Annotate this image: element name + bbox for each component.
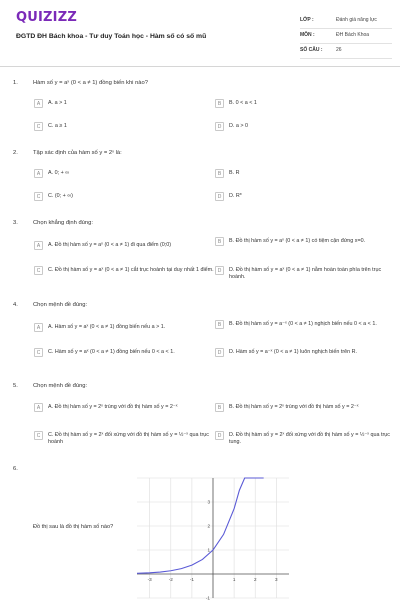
option-text: D. Đồ thị hàm số y = 2ˣ đối xứng với đồ thị hàm số y = ½⁻ˣ qua trục tung. (229, 432, 390, 445)
option-d[interactable] (215, 193, 390, 201)
option-letter: C (34, 122, 43, 131)
option-letter: A (34, 323, 43, 332)
option-b[interactable] (215, 170, 390, 178)
option-letter: C (34, 266, 43, 275)
question-text: Chọn mệnh đề đúng: (33, 383, 88, 389)
option-a[interactable] (34, 242, 214, 250)
meta-value: ĐH Bách Khoa (336, 32, 370, 38)
option-text: B. R (229, 170, 240, 176)
question-text: Chọn mệnh đề đúng: (33, 302, 88, 308)
meta-value: Đánh giá năng lực (336, 17, 377, 23)
question-number: 1. (13, 80, 18, 86)
y-tick-label: 3 (207, 499, 210, 505)
question-number: 2. (13, 150, 18, 156)
option-text: D. Đồ thị hàm số y = aˣ (0 < a ≠ 1) nằm hoàn toàn phía trên trục hoành. (229, 267, 382, 280)
option-d[interactable] (215, 123, 390, 131)
option-text: D. R* (229, 193, 242, 199)
option-text: C. (0; + ∞) (48, 193, 73, 199)
option-letter: B (215, 320, 224, 329)
option-letter: D (215, 192, 224, 201)
y-tick-label: 2 (207, 523, 210, 529)
y-tick-label: -1 (205, 595, 210, 600)
curve (137, 478, 264, 573)
question-number: 6. (13, 466, 18, 472)
option-b[interactable] (215, 100, 390, 108)
option-text: B. Đồ thị hàm số y = a⁻ˣ (0 < a ≠ 1) nghịch biến nếu 0 < a < 1. (229, 321, 377, 327)
option-letter: B (215, 403, 224, 412)
exponential-graph (133, 476, 293, 600)
option-c[interactable] (34, 267, 214, 275)
y-tick-label: 1 (207, 547, 210, 553)
option-text: C. Hàm số y = aˣ (0 < a ≠ 1) đồng biến nếu 0 < a < 1. (48, 349, 175, 355)
option-letter: C (34, 192, 43, 201)
meta-row-subject (300, 29, 392, 44)
meta-key: MÔN : (300, 32, 315, 38)
option-a[interactable] (34, 324, 214, 332)
option-text: D. Hàm số y = a⁻ˣ (0 < a ≠ 1) luôn nghịch biến trên R. (229, 349, 358, 355)
option-letter: A (34, 403, 43, 412)
option-c[interactable] (34, 123, 214, 131)
option-text: A. 0; + ∞ (48, 170, 70, 176)
question-text: Hàm số y = aˣ (0 < a ≠ 1) đồng biến khi nào? (33, 80, 148, 86)
option-letter: D (215, 431, 224, 440)
option-d[interactable] (215, 349, 390, 357)
option-letter: B (215, 99, 224, 108)
option-c[interactable] (34, 432, 214, 446)
quizizz-logo[interactable]: QUIZIZZ (16, 10, 77, 25)
option-text: A. Hàm số y = aˣ (0 < a ≠ 1) đồng biến nếu a > 1. (48, 324, 166, 330)
option-b[interactable] (215, 321, 390, 329)
option-a[interactable] (34, 404, 214, 412)
x-tick-label: -3 (147, 577, 152, 582)
meta-value: 26 (336, 47, 342, 53)
option-text: C. Đồ thị hàm số y = aˣ (0 < a ≠ 1) cắt trục hoành tại duy nhất 1 điểm. (48, 267, 214, 273)
meta-row-class (300, 14, 392, 29)
x-tick-label: -2 (168, 577, 173, 582)
option-text: B. Đồ thị hàm số y = 2ˣ trùng với đồ thị hàm số y = 2⁻ˣ (229, 404, 359, 410)
option-b[interactable] (215, 404, 390, 412)
option-b[interactable] (215, 238, 390, 246)
x-tick-label: 3 (275, 577, 278, 582)
option-text: A. Đồ thị hàm số y = aˣ (0 < a ≠ 1) đi qua điểm (0;0) (48, 242, 172, 248)
option-text: A. a > 1 (48, 100, 67, 106)
option-letter: B (215, 237, 224, 246)
option-letter: A (34, 241, 43, 250)
option-letter: B (215, 169, 224, 178)
option-d[interactable] (215, 267, 390, 281)
document-title: ĐGTD ĐH Bách khoa - Tư duy Toán học - Hàm số có số mũ (16, 33, 207, 40)
option-letter: D (215, 122, 224, 131)
option-text: D. a > 0 (229, 123, 249, 129)
x-tick-label: 2 (253, 577, 257, 582)
function-curve (137, 478, 264, 573)
option-a[interactable] (34, 100, 214, 108)
option-letter: A (34, 99, 43, 108)
option-letter: D (215, 266, 224, 275)
meta-table (300, 14, 392, 59)
question-text: Chọn khẳng định đúng: (33, 220, 93, 226)
option-letter: C (34, 431, 43, 440)
option-a[interactable] (34, 170, 214, 178)
option-text: B. 0 < a < 1 (229, 100, 257, 106)
question-text: Tập xác định của hàm số y = 2ˣ là: (33, 150, 122, 156)
document-header (0, 0, 400, 66)
question-number: 4. (13, 302, 18, 308)
meta-row-question-count (300, 44, 392, 59)
meta-key: LỚP : (300, 17, 314, 23)
x-tick-label: 1 (232, 577, 236, 582)
option-letter: A (34, 169, 43, 178)
question-text: Đồ thị sau là đồ thị hàm số nào? (33, 524, 114, 530)
option-c[interactable] (34, 349, 214, 357)
meta-key: SỐ CÂU : (300, 47, 323, 53)
option-text: A. Đồ thị hàm số y = 2ˣ trùng với đồ thị hàm số y = 2⁻ˣ (48, 404, 178, 410)
header-divider (0, 66, 400, 67)
option-letter: C (34, 348, 43, 357)
option-c[interactable] (34, 193, 214, 201)
axes (137, 478, 289, 598)
option-d[interactable] (215, 432, 390, 446)
question-number: 5. (13, 383, 18, 389)
x-tick-label: -1 (189, 577, 194, 582)
option-letter: D (215, 348, 224, 357)
question-number: 3. (13, 220, 18, 226)
option-text: C. Đồ thị hàm số y = 2ˣ đối xứng với đồ thị hàm số y = ½⁻ˣ qua trục hoành (48, 432, 209, 445)
option-text: B. Đồ thị hàm số y = aˣ (0 < a ≠ 1) có tiệm cận đứng x=0. (229, 238, 366, 244)
option-text: C. a ≥ 1 (48, 123, 67, 129)
